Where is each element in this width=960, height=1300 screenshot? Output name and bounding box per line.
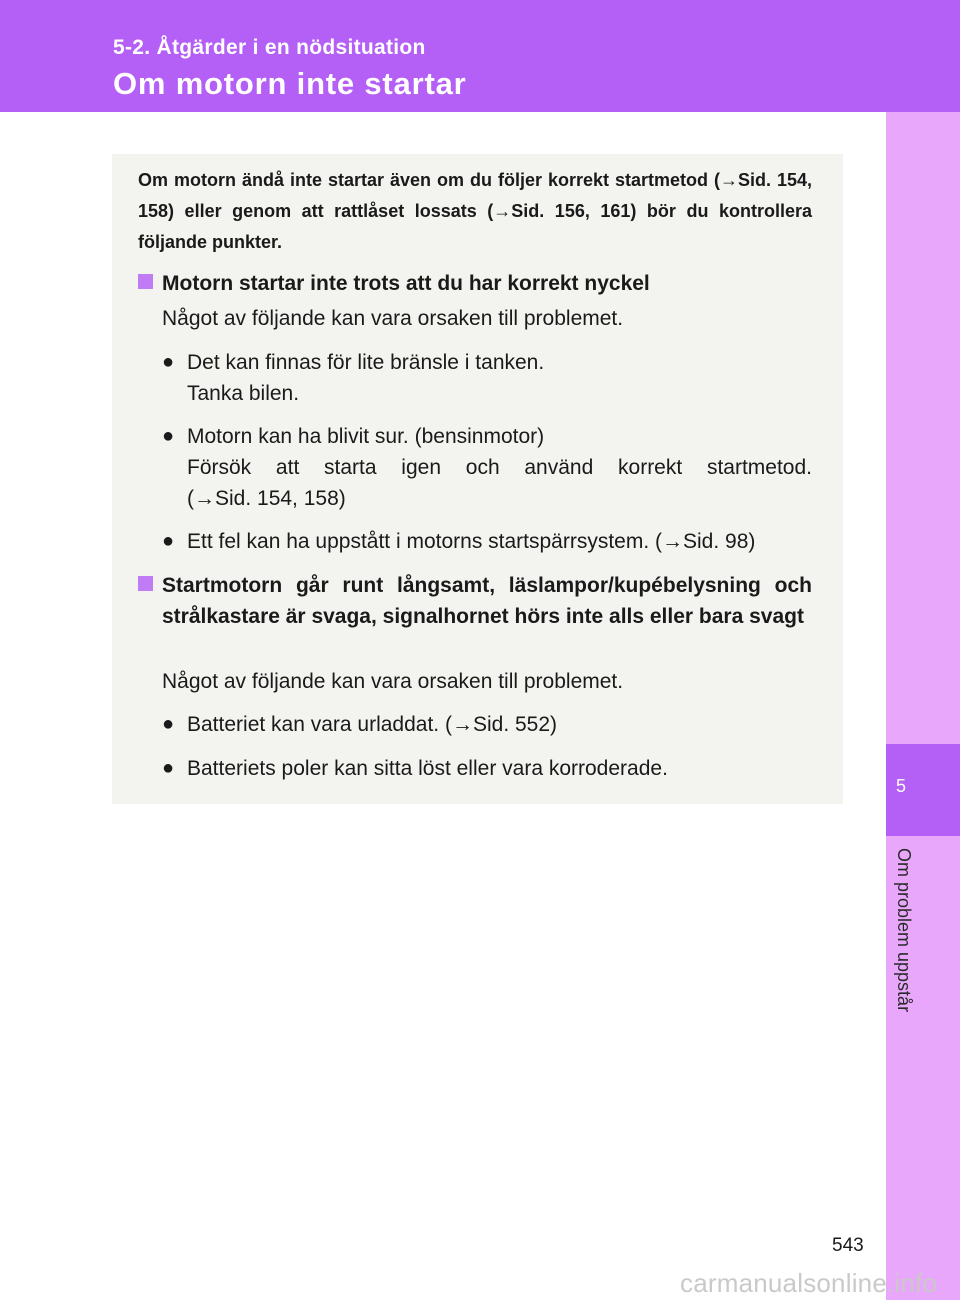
section-heading-text: Startmotorn går runt långsamt, läslampor/kupébelysning och strålkastare är svaga, signalhornet hörs inte alls eller bara svagt xyxy=(162,574,812,628)
watermark: carmanualsonline.info xyxy=(680,1268,938,1298)
bullet-dot-icon: ● xyxy=(162,425,175,447)
bullet-dot-icon: ● xyxy=(162,351,175,373)
list-item-line: Batteriets poler kan sitta löst eller vara korroderade. xyxy=(187,757,668,780)
list-item xyxy=(162,753,812,784)
list-item-line: Motorn kan ha blivit sur. (bensinmotor) xyxy=(187,425,545,448)
list-item xyxy=(162,526,812,557)
list-item-line: Det kan finnas för lite bränsle i tanken. xyxy=(187,351,545,374)
page-title: Om motorn inte startar xyxy=(113,66,467,101)
bullet-dot-icon: ● xyxy=(162,530,175,552)
list-item xyxy=(162,709,812,740)
section-label: 5-2. Åtgärder i en nödsituation xyxy=(113,36,426,59)
list-item-line: Ett fel kan ha uppstått i motorns startspärrsystem. (→Sid. 98) xyxy=(187,530,756,553)
bullet-dot-icon: ● xyxy=(162,713,175,735)
section-lead: Något av följande kan vara orsaken till problemet. xyxy=(162,307,624,330)
list-item-line: Försök att starta igen och använd korrekt startmetod. xyxy=(187,456,812,479)
list-item xyxy=(162,347,812,409)
section-lead: Något av följande kan vara orsaken till problemet. xyxy=(162,670,624,693)
chapter-name: Om problem uppstår xyxy=(894,848,914,1013)
intro-text: Om motorn ändå inte startar även om du följer korrekt startmetod (→Sid. 154, 158) eller genom att rattlåset lossats (→Sid. 156, 161) bör du kontrollera följande punkter. xyxy=(138,170,812,252)
section-heading xyxy=(138,570,812,632)
square-bullet-icon xyxy=(138,274,153,289)
list-item-line: Batteriet kan vara urladdat. (→Sid. 552) xyxy=(187,713,558,736)
list-item xyxy=(162,421,812,514)
list-item-line: (→Sid. 154, 158) xyxy=(187,487,346,510)
bullet-dot-icon: ● xyxy=(162,757,175,779)
chapter-side-tab xyxy=(886,112,960,1300)
section-heading xyxy=(138,268,812,299)
chapter-number: 5 xyxy=(895,776,906,796)
list-item-line: Tanka bilen. xyxy=(187,382,300,405)
section-heading-text: Motorn startar inte trots att du har korrekt nyckel xyxy=(162,272,650,295)
page-number: 543 xyxy=(832,1235,864,1256)
square-bullet-icon xyxy=(138,576,153,591)
